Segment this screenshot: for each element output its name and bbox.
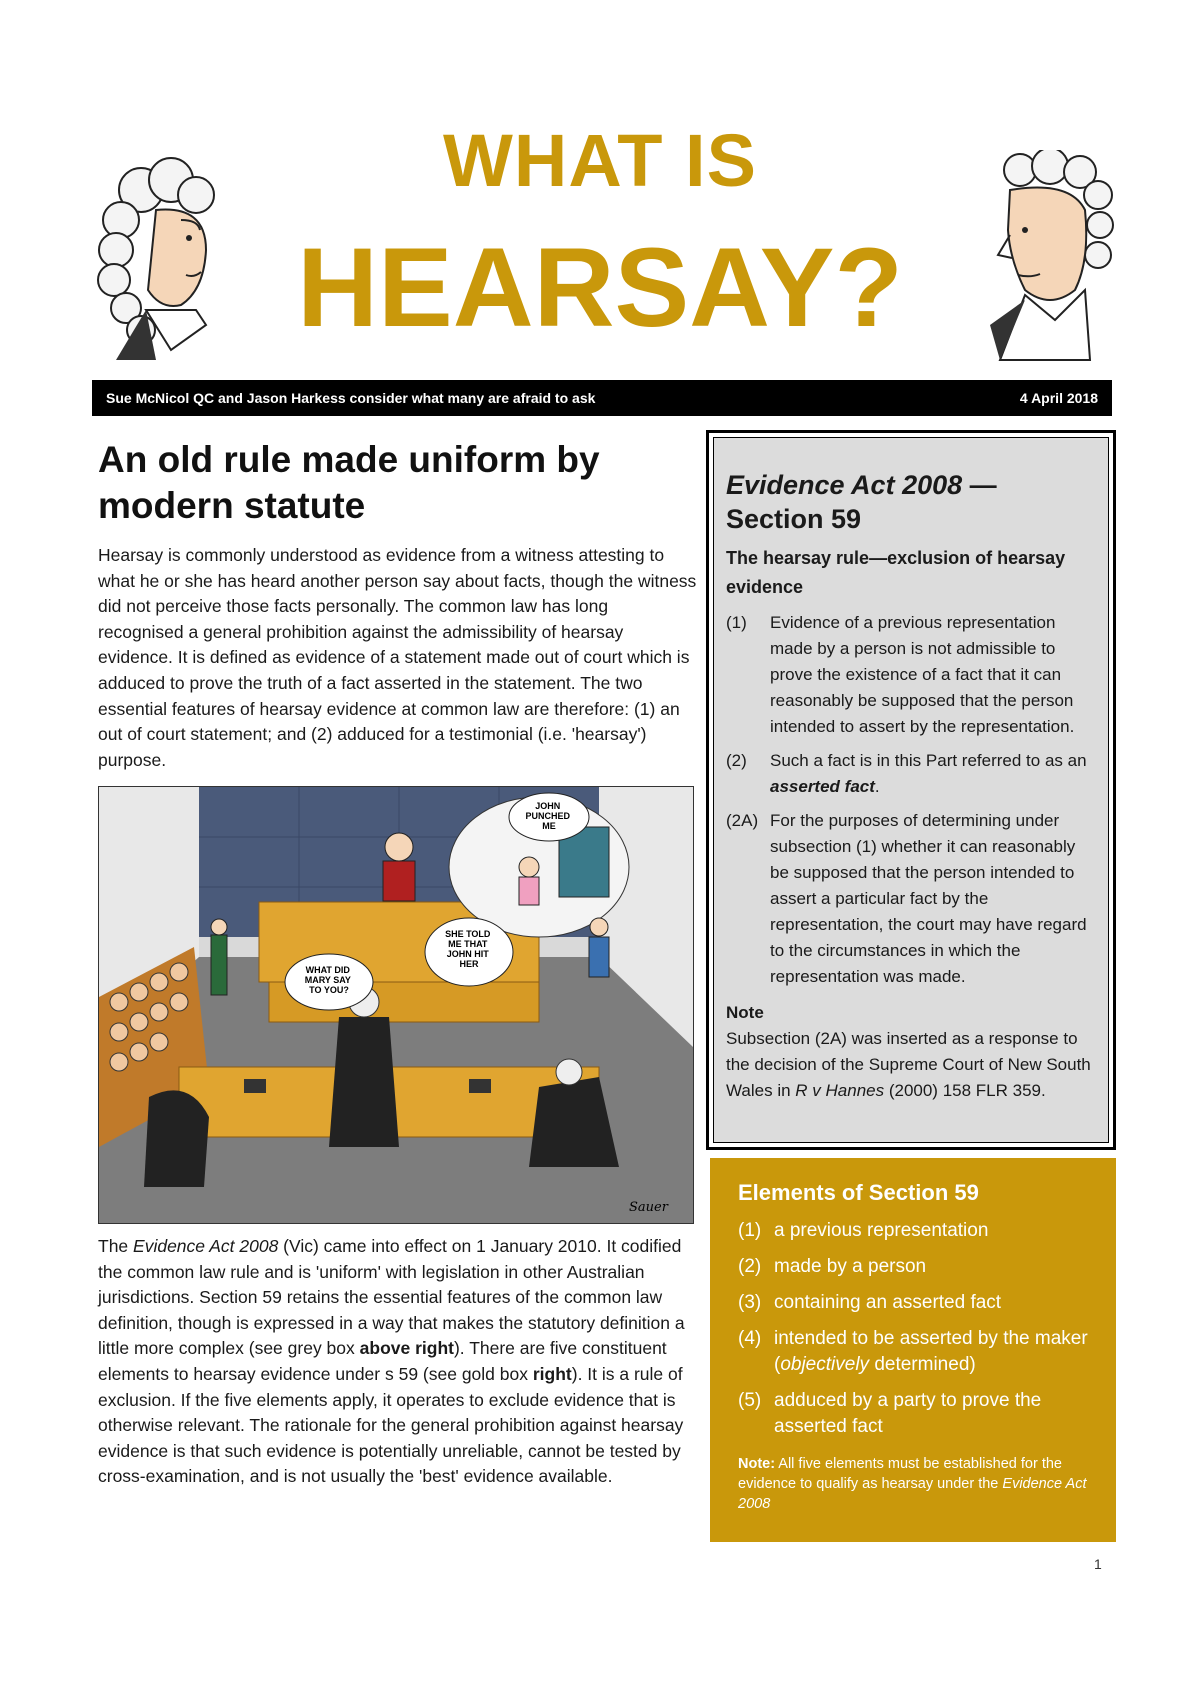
greybox-item: (2) Such a fact is in this Part referred to as an asserted fact. bbox=[726, 751, 1087, 796]
goldbox-item: (5) adduced by a party to prove the asserted fact bbox=[738, 1390, 1042, 1437]
greybox-item: (2A) For the purposes of determining under subsection (1) whether it can reasonably be supposed that the person intended to assert a particular fact by the representation, the court may have regard to the circumstances in which the representation was made. bbox=[726, 811, 1087, 986]
greybox-item: (1) Evidence of a previous representation made by a person is not admissible to prove the existence of a fact that it can reasonably be supposed that the person intended to assert by the representation. bbox=[726, 613, 1075, 736]
article-paragraph-1: Hearsay is commonly understood as evidence from a witness attesting to what he or she has heard another person say about facts, though the witness did not perceive those facts personally. The common law has long recognised a general prohibition against the admissibility of hearsay evidence. It is defined as evidence of a statement made out of court which is adduced to prove the truth of a fact asserted in the statement. The two essential features of hearsay evidence at common law are therefore: (1) an out of court statement; and (2) adduced for a testimonial (i.e. 'hearsay') purpose. bbox=[98, 545, 697, 770]
courtroom-cartoon bbox=[98, 786, 694, 1224]
bubble-she-told-me: SHE TOLD ME THAT JOHN HIT HER bbox=[445, 929, 491, 969]
greybox-note-heading: Note bbox=[726, 1003, 764, 1022]
bubble-what-did-mary-say: WHAT DID MARY SAY TO YOU? bbox=[304, 965, 351, 995]
goldbox-item: (3) containing an asserted fact bbox=[738, 1292, 1002, 1313]
section-59-grey-box bbox=[706, 430, 1116, 1150]
greybox-subtitle: The hearsay rule—exclusion of hearsay evidence bbox=[726, 548, 1066, 597]
greybox-title: Evidence Act 2008 — Section 59 bbox=[726, 470, 997, 534]
title-line-2: HEARSAY? bbox=[297, 225, 903, 350]
cartoon-signature: Sauer bbox=[629, 1200, 668, 1215]
goldbox-item: (1) a previous representation bbox=[738, 1220, 989, 1241]
goldbox-note: Note: All five elements must be established for the evidence to qualify as hearsay under the Evidence Act 2008 bbox=[738, 1456, 1087, 1512]
goldbox-title: Elements of Section 59 bbox=[738, 1180, 979, 1205]
article-paragraph-2: The Evidence Act 2008 (Vic) came into effect on 1 January 2010. It codified the common law rule and is 'uniform' with legislation in other Australian jurisdictions. Section 59 retains the essential features of the common law definition, though is expressed in a way that makes the statutory definition a little more complex (see grey box above right). There are five constituent elements to hearsay evidence under s 59 (see gold box right). It is a rule of exclusion. If the five elements apply, it operates to exclude evidence that is otherwise relevant. The rationale for the general prohibition against hearsay evidence is that such evidence is potentially unreliable, cannot be tested by cross-examination, and is not usually the 'best' evidence available. bbox=[98, 1236, 685, 1487]
title-line-1: WHAT IS bbox=[443, 119, 757, 202]
page-number: 1 bbox=[1094, 1556, 1102, 1572]
bubble-john-punched-me: JOHN PUNCHED ME bbox=[525, 801, 570, 831]
article-heading: An old rule made uniform by modern statute bbox=[98, 439, 600, 526]
byline-bar bbox=[92, 380, 1112, 416]
goldbox-item: (4) intended to be asserted by the maker (objectively determined) bbox=[738, 1328, 1088, 1375]
elements-gold-box bbox=[710, 1158, 1116, 1542]
byline-date: 4 April 2018 bbox=[1019, 390, 1098, 406]
byline-authors: Sue McNicol QC and Jason Harkess consider what many are afraid to ask bbox=[106, 390, 596, 406]
goldbox-item: (2) made by a person bbox=[738, 1256, 927, 1277]
greybox-note: Subsection (2A) was inserted as a response to the decision of the Supreme Court of New South Wales in R v Hannes (2000) 158 FLR 359. bbox=[726, 1029, 1091, 1100]
